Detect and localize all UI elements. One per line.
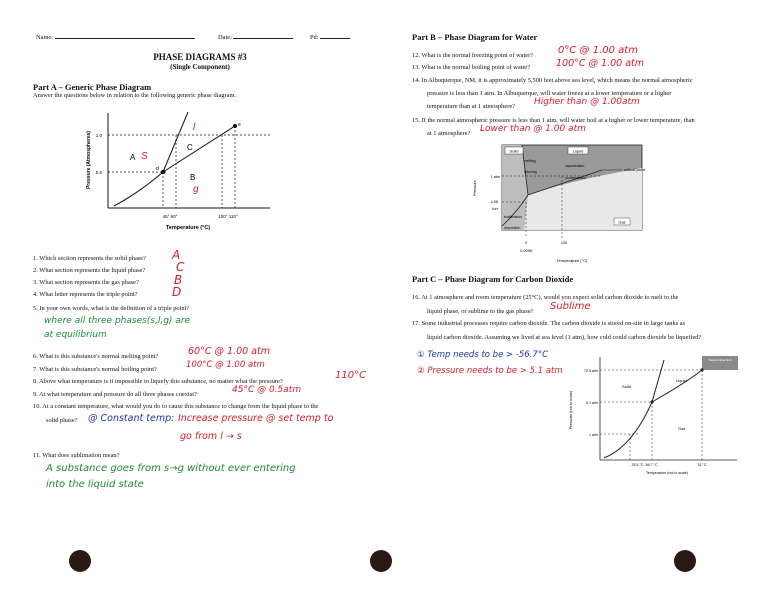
generic-phase-diagram [80,108,280,233]
answer-5-line-1: where all three phases(s,l,g) are [44,316,191,326]
co2-phase-diagram [552,352,752,492]
co2-y-label: Pressure (not to scale) [569,390,573,430]
binder-hole-center [370,550,392,572]
page-subtitle: (Single Component) [170,63,230,71]
answer-5-line-2: at equilibrium [44,330,107,340]
water-x-label: Temperature (°C) [556,258,588,263]
water-y-label: Pressure [472,179,477,197]
question-2: 2. What section represents the liquid phase? [33,267,146,274]
question-13: 13. What is the normal boiling point of water? [412,64,531,71]
hand-g: g [193,184,199,195]
answer-10-line-1: @ Constant temp: [88,413,175,424]
answer-7: 100°C @ 1.00 atm [186,360,265,370]
label-a: A [130,153,136,162]
condensation-label: condensation [565,176,587,180]
water-liquid-label: Liquid [572,148,584,154]
water-gas-label: Gas [618,219,626,225]
answer-14: Higher than @ 1.00atm [534,97,640,107]
question-17-line-2: liquid carbon dioxide. Assuming we lived at sea level (1 atm), how cold could carbon dioxide be liquefied? [427,334,702,341]
water-p2: 4.58 [490,200,498,204]
ytick-1: 1.0 [95,133,102,138]
part-c-heading: Part C – Phase Diagram for Carbon Dioxide [412,274,574,284]
xtick-1: 45° 60° [162,214,178,219]
answer-11-line-2: into the liquid state [46,479,144,490]
answer-12: 0°C @ 1.00 atm [558,45,638,56]
ytick-2: 0.5 [95,170,102,175]
co2-p-top: 72.9 atm [584,369,598,373]
water-t2: 100 [560,241,568,245]
page-title: PHASE DIAGRAMS #3 [153,52,247,62]
xtick-2: 100° 110° [218,214,238,219]
co2-t-right: 31 °C [697,463,707,467]
question-4: 4. What letter represents the triple point? [33,291,138,298]
question-7: 7. What is this substance's normal boiling point? [33,366,157,373]
water-p2-unit: torr [492,207,498,211]
co2-t-ticks: -78.5 °C -56.7 °C [630,463,658,467]
water-phase-diagram [462,140,712,270]
question-9: 9. At what temperature and pressure do all three phases coexist? [33,391,197,398]
hand-s: S [141,151,148,162]
question-14-line-3: temperature than at 1 atmosphere? [427,103,516,110]
question-16: 16. At 1 atmosphere and room temperature (25°C), would you expect solid carbon dioxide to melt to the [412,294,679,301]
co2-p-mid: 5.1 atm [586,401,598,405]
answer-4: D [172,285,182,299]
question-10-cont: solid phase? [46,417,78,424]
question-8: 8. Above what temperature is it impossible to liquefy this substance, no matter what the pressure? [33,378,283,385]
question-11: 11. What does sublimation mean? [33,452,120,459]
part-b-heading: Part B – Phase Diagram for Water [412,32,538,42]
answer-8: 110°C [335,370,367,381]
question-15-line-2: at 1 atmosphere? [427,130,471,137]
x-axis-label: Temperature (°C) [165,225,211,231]
co2-x-label: Temperature (not to scale) [646,471,688,475]
question-12: 12. What is the normal freezing point of water? [412,52,534,59]
vaporization-label: vaporization [565,164,585,168]
co2-gas-label: Gas [678,426,686,431]
question-14: 14. In Albuquerque, NM, it is approximately 5,500 feet above sea level, which means the normal atmospheric [412,77,693,84]
co2-p-low: 1 atm [589,433,598,437]
question-5: 5. In your own words, what is the definition of a triple point? [33,305,190,312]
melting-label: melting [524,159,536,163]
water-solid-label: Solid [509,148,519,154]
question-17: 17. Some industrial processes require carbon dioxide. The carbon dioxide is stored on-site in large tanks as [412,320,686,327]
answer-17-line-1: ① Temp needs to be > -56.7°C [417,350,549,360]
question-15: 15. If the normal atmospheric pressure is less than 1 atm, will water boil at a higher or lower temperature, than [412,117,695,124]
part-a-heading: Part A – Generic Phase Diagram [33,82,152,92]
answer-16: Sublime [550,301,591,312]
question-6: 6. What is this substance's normal melting point? [33,353,159,360]
answer-6: 60°C @ 1.00 atm [188,346,270,357]
label-c: C [187,143,193,152]
answer-9: 45°C @ 0.5atm [232,385,302,395]
answer-1: A [172,248,181,262]
question-3: 3. What section represents the gas phase? [33,279,139,286]
label-e: e [238,122,241,128]
question-10: 10. At a constant temperature, what would you do to cause this substance to change from the liquid phase to the [33,403,319,410]
hand-l: l [193,122,196,133]
water-t3: 0.0098 [520,249,532,253]
answer-3: B [174,273,183,287]
answer-17-line-2: ② Pressure needs to be > 5.1 atm [417,366,563,376]
y-axis-label: Pressure (Atmospheres) [86,130,92,190]
question-14-line-2: pressure is less than 1 atm. In Albuquerque, will water freeze at a lower temperature or a higher [427,90,672,97]
label-b: B [190,173,196,182]
freezing-label: freezing [524,170,537,174]
binder-hole-left [69,550,91,572]
answer-13: 100°C @ 1.00 atm [556,58,645,69]
water-p1: 1 atm [490,175,500,179]
answer-10-line-2: Increase pressure @ set temp to [178,413,334,424]
answer-11-line-1: A substance goes from s→g without ever entering [46,463,296,474]
co2-supercritical-label: Supercritical fluid [708,358,732,362]
question-16-line-2: liquid phase, or sublime to the gas phase? [427,308,534,315]
sublimation-label: sublimation [504,215,523,219]
water-t1: 0 [524,241,528,245]
co2-solid-label: Solid [622,384,631,389]
part-a-instructions: Answer the questions below in relation to the following generic phase diagram. [33,92,237,99]
date-line: Date: [218,34,293,42]
answer-15: Lower than @ 1.00 atm [480,124,586,134]
name-line: Name: [36,34,195,42]
critical-point-label: critical point [624,167,646,172]
deposition-label: deposition [504,226,521,230]
question-1: 1. Which section represents the solid phase? [33,255,146,262]
answer-10-line-3: go from l → s [180,431,242,442]
binder-hole-right [674,550,696,572]
label-d: d [156,166,159,172]
co2-liquid-label: Liquid [676,378,687,383]
pd-line: Pd: [310,34,350,42]
answer-2: C [176,260,185,274]
